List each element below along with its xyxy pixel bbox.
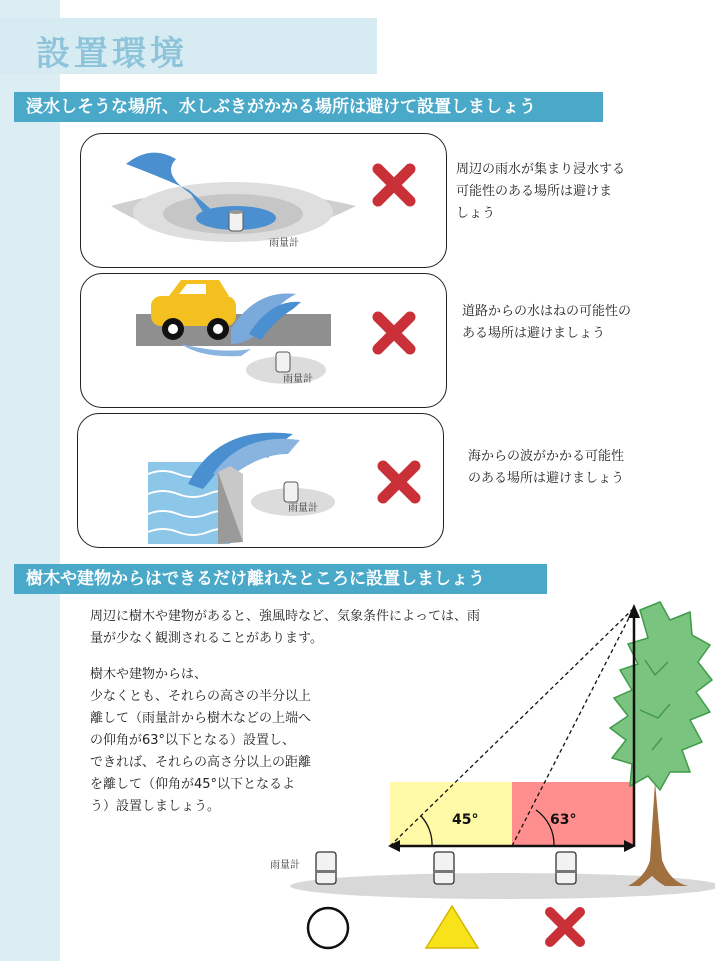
tree-foliage [610, 602, 712, 790]
rain-gauge-icon [556, 852, 576, 884]
section-heading-flooding: 浸水しそうな場所、水しぶきがかかる場所は避けて設置しましょう [14, 92, 603, 122]
guideline-paragraph: 樹木や建物からは、 少なくとも、それらの高さの半分以上 離して（雨量計から樹木などの上端へ の仰角が63°以下となる）設置し、 できれば、それらの高さ分以上の距離 を離して（仰角が45°以下となるよ う）設置しましょう。 [90, 667, 312, 814]
angle-63-label: 63° [550, 812, 577, 828]
section-heading-distance: 樹木や建物からはできるだけ離れたところに設置しましょう [14, 564, 547, 594]
cross-icon [550, 912, 580, 942]
cross-icon [377, 460, 421, 504]
rain-gauge-icon [434, 852, 454, 884]
cross-icon [372, 311, 416, 355]
caption-depression: 周辺の雨水が集まり浸水する 可能性のある場所は避けま しょう [456, 162, 626, 221]
gauge-label: 雨量計 [283, 374, 313, 385]
rain-gauge-icon [316, 852, 336, 884]
circle-ok-icon [308, 908, 348, 948]
gauge-label: 雨量計 [269, 238, 299, 249]
angle-45-label: 45° [452, 812, 479, 828]
zone-acceptable [390, 782, 512, 846]
gauge-label: 雨量計 [270, 860, 300, 871]
page-title: 設置環境 [36, 34, 188, 74]
cross-icon [372, 163, 416, 207]
intro-paragraph: 周辺に樹木や建物があると、強風時など、気象条件によっては、雨 量が少なく観測されることがあります。 [90, 609, 481, 646]
distance-diagram [260, 600, 715, 955]
triangle-caution-icon [426, 906, 478, 948]
caption-road-splash: 道路からの水はねの可能性の ある場所は避けましょう [462, 304, 632, 341]
caption-sea-wave: 海からの波がかかる可能性 のある場所は避けましょう [468, 449, 625, 486]
left-sidebar-band [0, 0, 60, 961]
gauge-label: 雨量計 [288, 503, 318, 514]
